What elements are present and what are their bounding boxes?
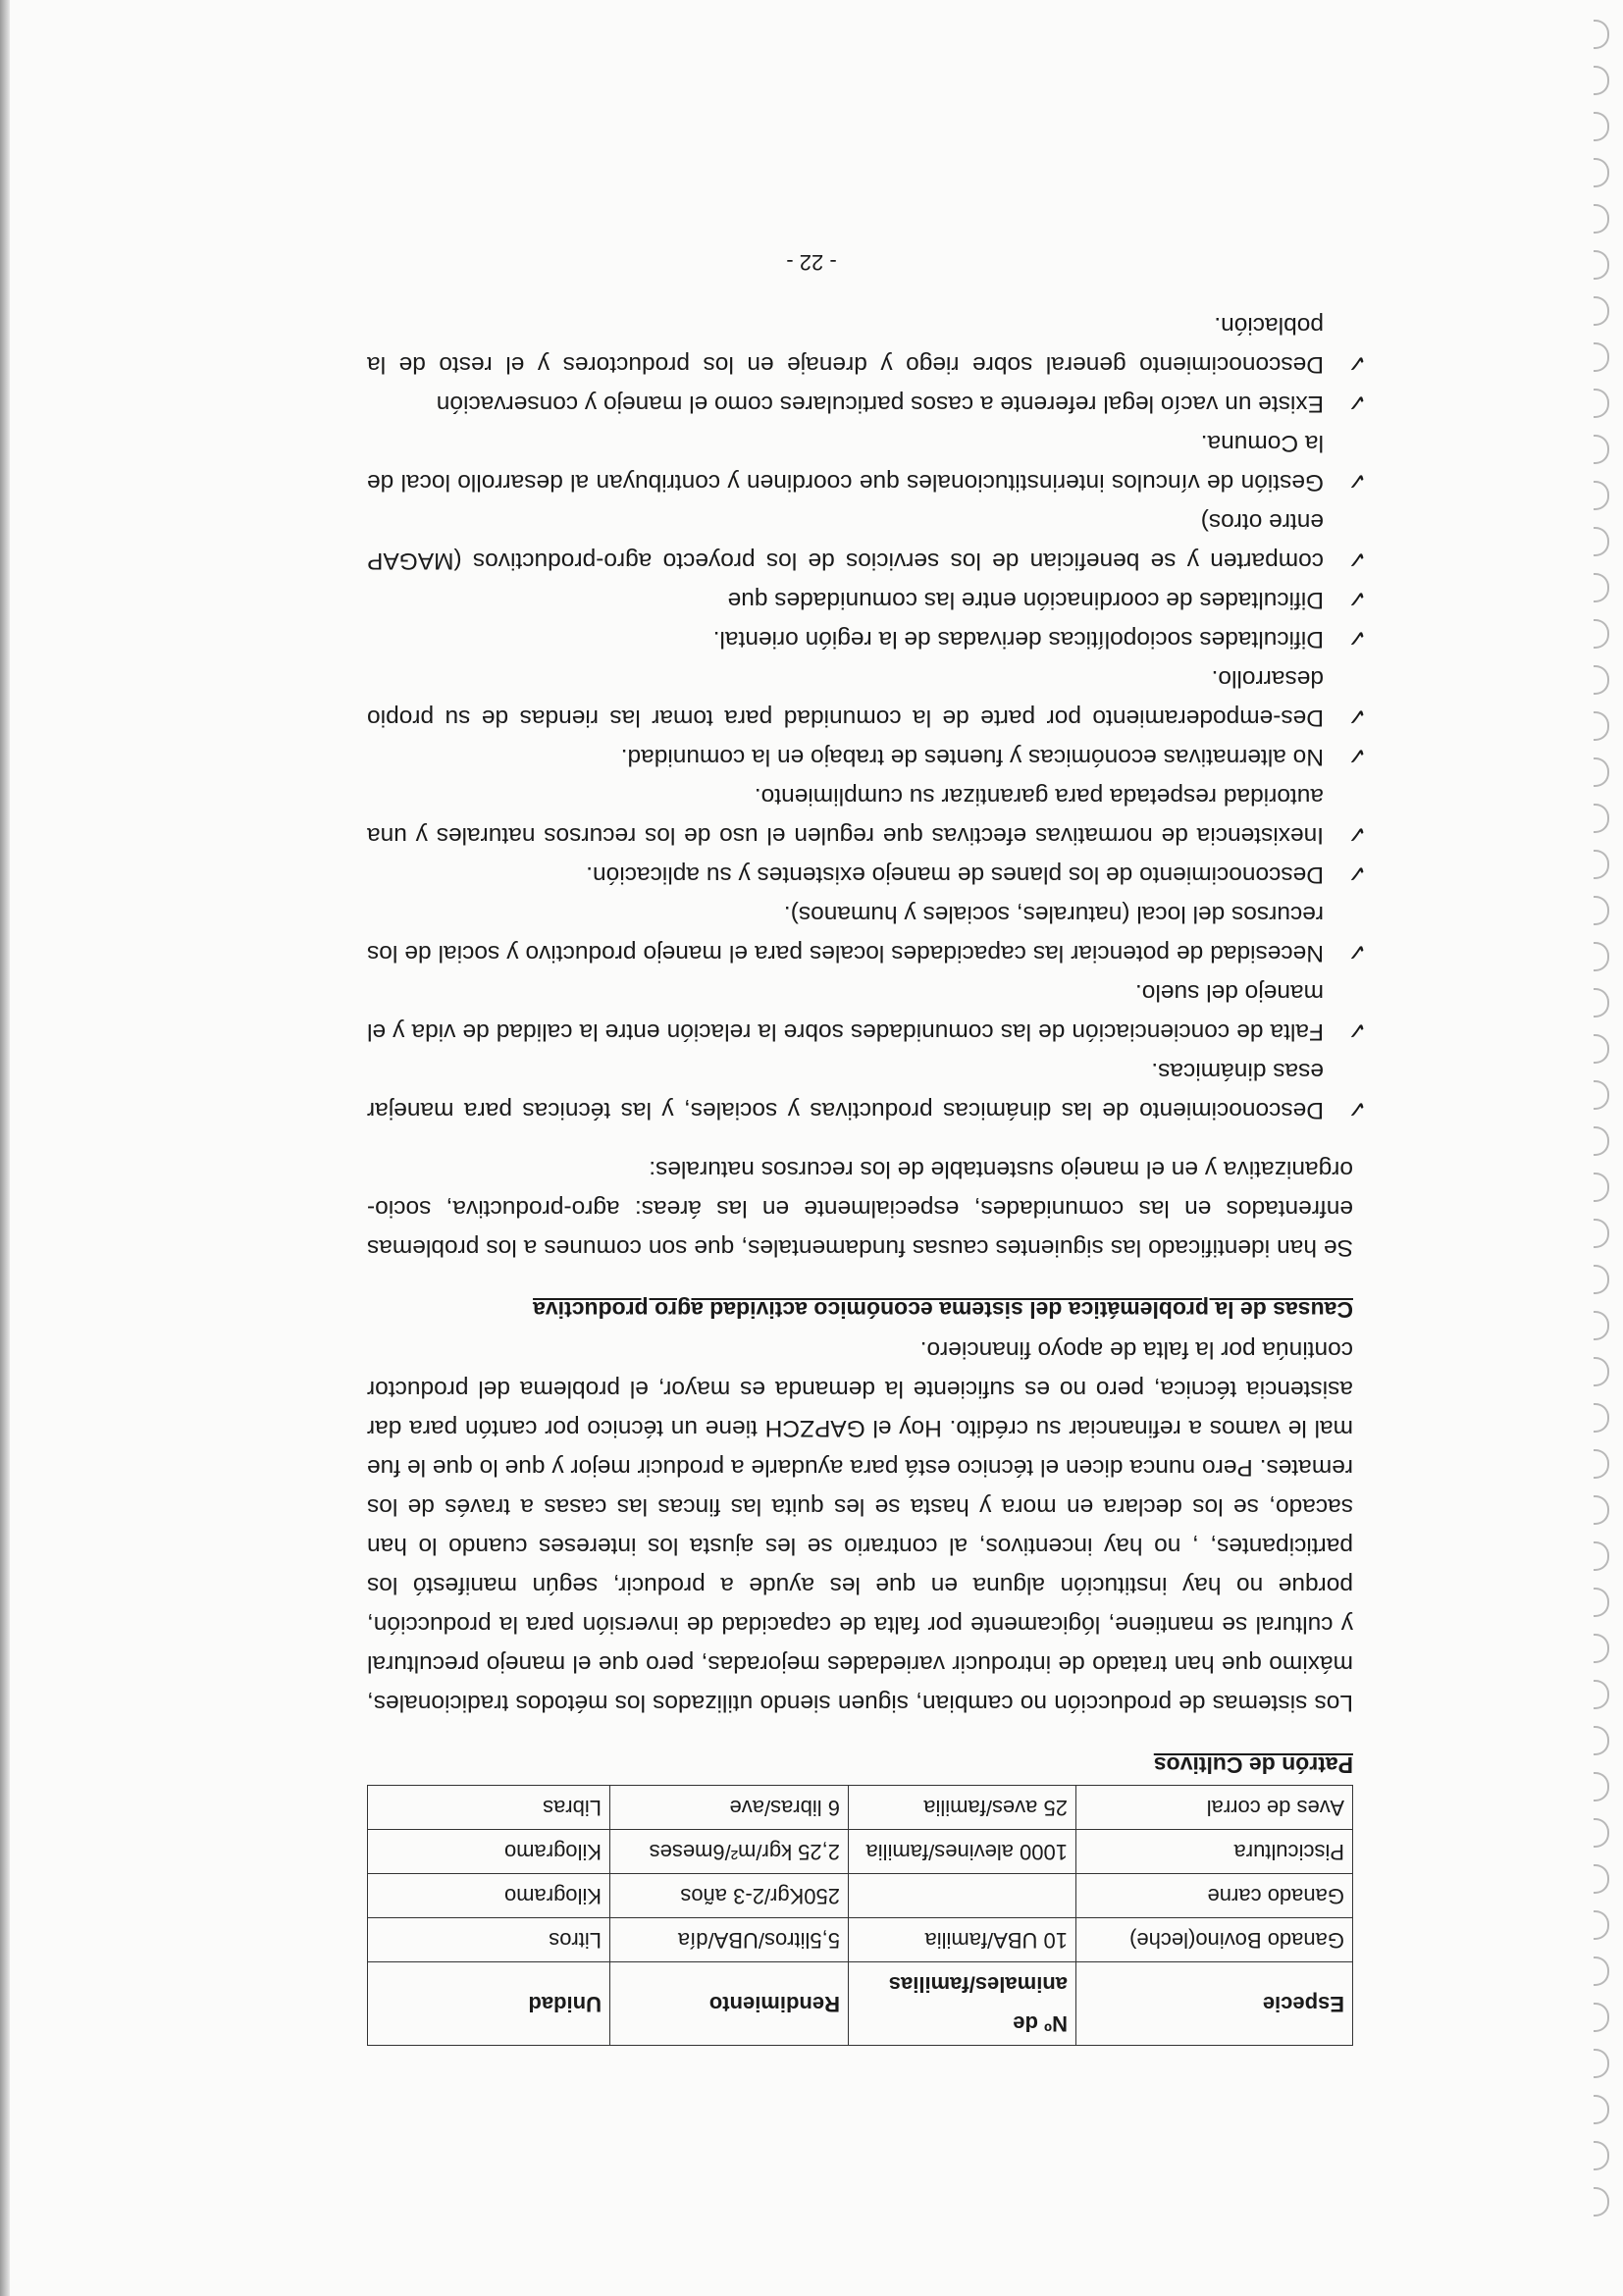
table-row [368, 1874, 1353, 1918]
section-title-cultivos: Patrón de Cultivos [1153, 1752, 1353, 1778]
checkmark-icon: ✓ [1346, 820, 1367, 847]
list-item [367, 776, 1367, 855]
table-cell: Kilogramo [368, 1830, 610, 1874]
table-cell: Ganado Bovino(leche) [1076, 1918, 1353, 1962]
cause-text: Desconocimiento general sobre riego y drenaje en los productores y el resto de la población. [367, 312, 1324, 378]
list-item [367, 1051, 1367, 1129]
checkmark-icon: ✓ [1346, 546, 1367, 572]
checkmark-icon: ✓ [1346, 389, 1367, 415]
page-number: - 22 - [786, 250, 837, 275]
cause-text: Gestión de vínculos interinstitucionales que coordinen y contribuyan al desarrollo local de la Comuna. [367, 430, 1324, 496]
table-row [368, 1918, 1353, 1962]
checkmark-icon: ✓ [1346, 349, 1367, 376]
table-row [368, 1830, 1353, 1874]
cause-text: Desconocimiento de las dinámicas productivas y sociales, y las técnicas para manejar esas dinámicas. [367, 1058, 1324, 1123]
list-item [367, 972, 1367, 1051]
list-item [367, 855, 1367, 894]
paragraph-causes-intro: Se han identificado las siguientes causas fundamentales, que son comunes a los problemas enfrentados en las comunidades, especialmente en las áreas: agro-productiva, socio-organizativa y en el manejo sustentable de los recursos naturales: [367, 1156, 1353, 1261]
table-cell [849, 1874, 1076, 1918]
cause-text: Falta de concienciación de las comunidades sobre la relación entre la calidad de vida y el manejo del suelo. [367, 979, 1324, 1045]
list-item [367, 580, 1367, 619]
table-header-cell: Especie [1076, 1962, 1353, 2046]
checkmark-icon: ✓ [1346, 742, 1367, 768]
causes-list [367, 305, 1367, 1129]
table-row [368, 1786, 1353, 1830]
cause-text: Dificultades sociopolíticas derivadas de la región oriental. [712, 626, 1324, 652]
table-cell: Ganado carne [1076, 1874, 1353, 1918]
text-block [367, 305, 1367, 2046]
checkmark-icon: ✓ [1346, 467, 1367, 494]
paragraph-production-systems: Los sistemas de producción no cambian, siguen siendo utilizados los métodos tradicionales, máximo que han tratado de introducir variedades mejoradas, pero que el manejo precultural y cultural se mantiene, lógicamente por falta de capacidad de inversión para la producción, porque no hay institución alguna en que les ayude a producir, según manifestó los participantes, , no hay incentivos, al contrario se les ajusta los intereses cuando lo han sacado, se los declara en mora y hasta se les quita las fincas las casas a través de los remates. Pero nunca dicen el técnico está para ayudarle a producir mejor y que lo que le fue mal le vamos a refinanciar su crédito. Hoy el GAPZCH tiene un técnico por cantón para dar asistencia técnica, pero no es suficiente la demanda es mayor, el problema del productor continúa por la falta de apoyo financiero. [367, 1336, 1353, 1716]
table-header-cell: Rendimiento [610, 1962, 849, 2046]
species-yield-table [367, 1785, 1353, 2046]
list-item [367, 894, 1367, 972]
table-cell: Aves de corral [1076, 1786, 1353, 1830]
table-cell: Piscicultura [1076, 1830, 1353, 1874]
cause-text: Dificultades de coordinación entre las comunidades que [727, 587, 1324, 613]
table-cell: Litros [368, 1918, 610, 1962]
table-cell: Libras [368, 1786, 610, 1830]
table-cell: 250Kgr/2-3 años [610, 1874, 849, 1918]
table-cell: 2,25 kgr/m²/6meses [610, 1830, 849, 1874]
table-header-cell: Unidad [368, 1962, 610, 2046]
checkmark-icon: ✓ [1346, 585, 1367, 611]
section-title-causas: Causas de la problemática del sistema económico actividad agro productiva [533, 1297, 1353, 1323]
table-header-row [368, 1962, 1353, 2046]
cause-text: comparten y se benefician de los servicios de los proyecto agro-productivos (MAGAP entre otros) [367, 508, 1324, 574]
cause-text: Inexistencia de normativas efectivas que regulen el uso de los recursos naturales y una autoridad respetada para garantizar su cumplimiento. [367, 783, 1324, 849]
cause-text: Existe un vacío legal referente a casos particulares como el manejo y conservación [436, 391, 1324, 417]
checkmark-icon: ✓ [1346, 938, 1367, 965]
list-item [367, 619, 1367, 658]
table-cell: 25 aves/familia [849, 1786, 1076, 1830]
table-cell: 5,5litros/UBA/día [610, 1918, 849, 1962]
table-header-cell: Nº de animales/familias [849, 1962, 1076, 2046]
cause-text: No alternativas económicas y fuentes de trabajo en la comunidad. [620, 744, 1324, 770]
cause-text: Des-empoderamiento por parte de la comunidad para tomar las riendas de su propio desarrollo. [367, 665, 1324, 731]
cause-text: Necesidad de potenciar las capacidades locales para el manejo productivo y social de los recursos del local (naturales, sociales y humanos). [367, 901, 1324, 966]
list-item [367, 501, 1367, 580]
checkmark-icon: ✓ [1346, 860, 1367, 886]
list-item [367, 737, 1367, 776]
checkmark-icon: ✓ [1346, 703, 1367, 729]
checkmark-icon: ✓ [1346, 624, 1367, 651]
cause-text: Desconocimiento de los planes de manejo existentes y su aplicación. [586, 861, 1324, 888]
table-cell: 1000 alevines/familia [849, 1830, 1076, 1874]
list-item [367, 384, 1367, 423]
checkmark-icon: ✓ [1346, 1095, 1367, 1122]
table-cell: 6 libras/ave [610, 1786, 849, 1830]
checkmark-icon: ✓ [1346, 1017, 1367, 1043]
list-item [367, 423, 1367, 501]
table-cell: Kilogramo [368, 1874, 610, 1918]
list-item [367, 658, 1367, 737]
list-item [367, 305, 1367, 384]
table-cell: 10 UBA/familia [849, 1918, 1076, 1962]
